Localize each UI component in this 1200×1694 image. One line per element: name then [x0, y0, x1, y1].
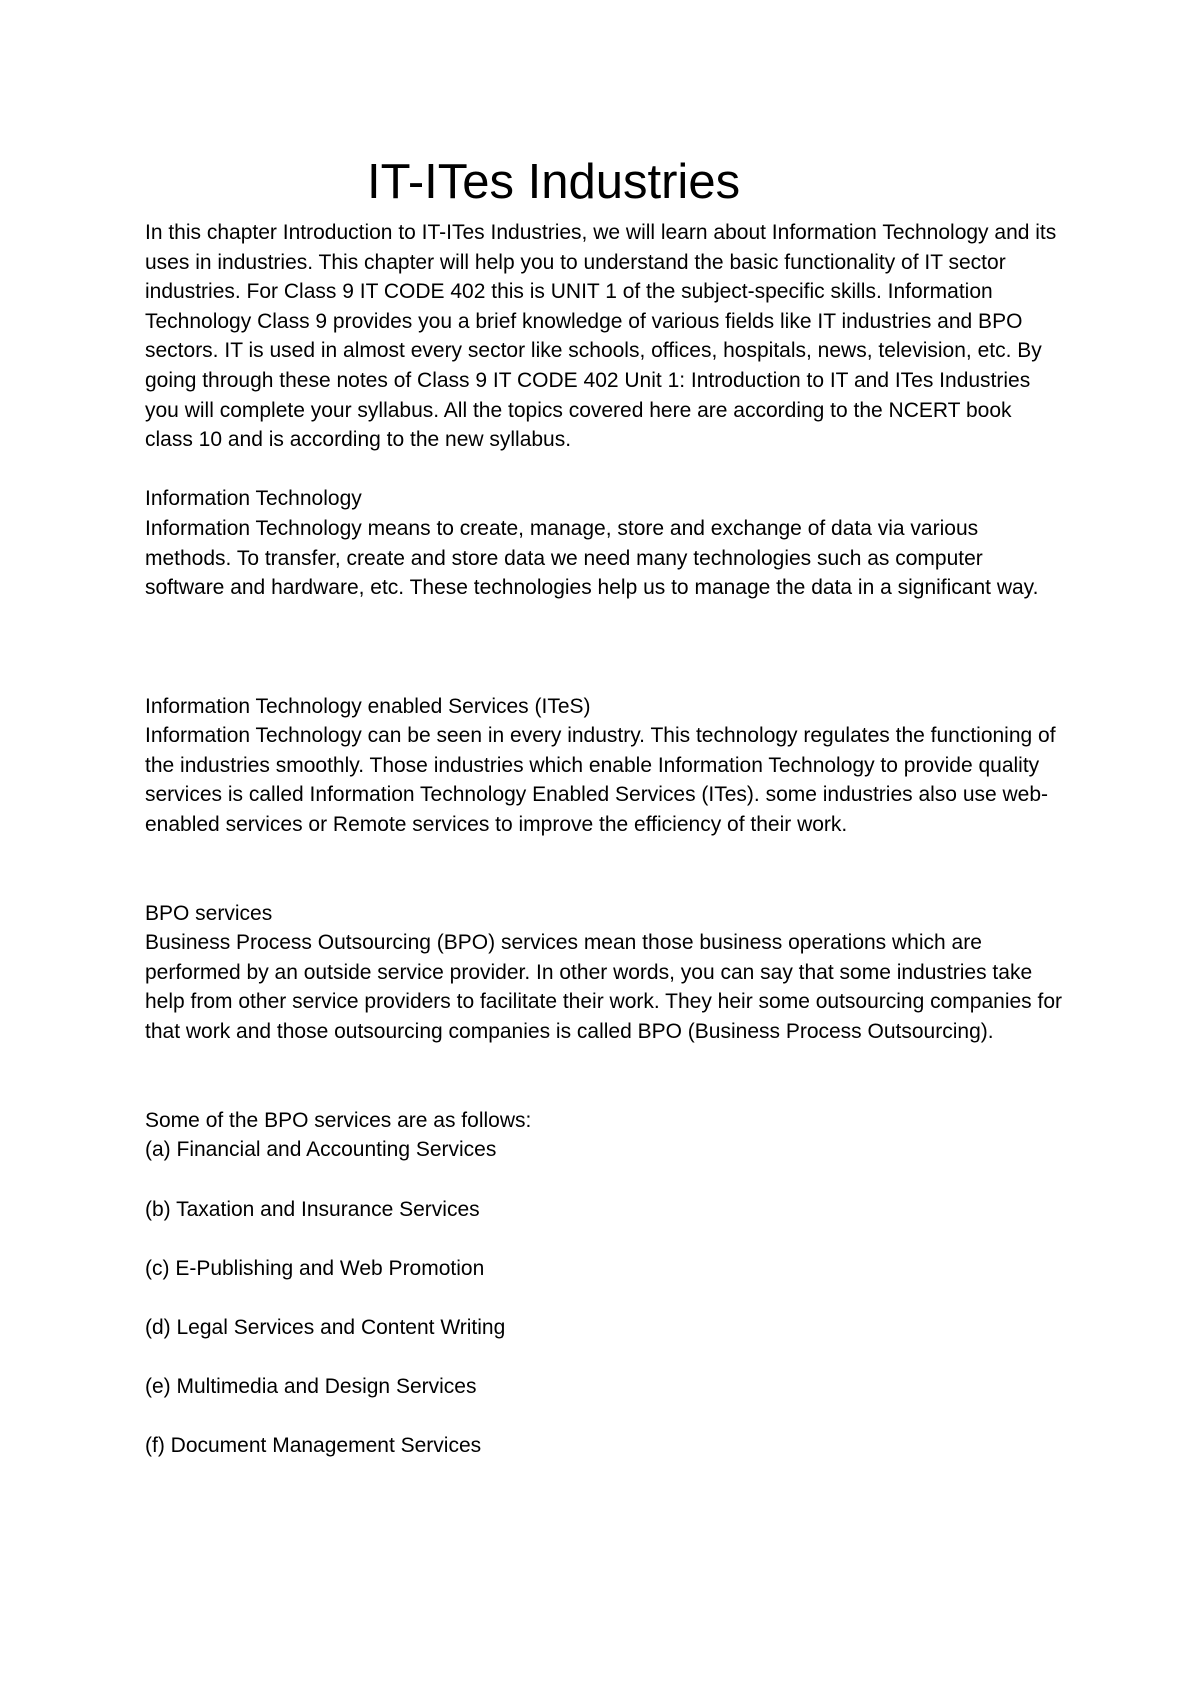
section-text-it: Information Technology means to create, manage, store and exchange of data via various methods. To transfer, create and store data we need many technologies such as computer software and hardware, etc. These technologies help us to manage the data in a significant way. — [145, 516, 1039, 600]
spacer — [145, 1047, 1065, 1106]
page-title: IT-ITes Industries — [367, 155, 741, 209]
list-item: (a) Financial and Accounting Services — [145, 1138, 497, 1162]
spacer — [145, 1343, 1065, 1373]
list-intro: Some of the BPO services are as follows: — [145, 1108, 532, 1132]
spacer — [145, 603, 1065, 692]
spacer — [145, 1402, 1065, 1432]
list-item: (d) Legal Services and Content Writing — [145, 1315, 506, 1339]
list-item: (e) Multimedia and Design Services — [145, 1375, 477, 1399]
spacer — [145, 455, 1065, 485]
section-heading-it: Information Technology — [145, 487, 362, 511]
spacer — [145, 1165, 1065, 1195]
spacer — [145, 1224, 1065, 1254]
section-heading-bpo: BPO services — [145, 901, 273, 925]
intro-paragraph: In this chapter Introduction to IT-ITes Industries, we will learn about Information Technology and its uses in industries. This chapter will help you to understand the basic functionality of IT sector industries. For Class 9 IT CODE 402 this is UNIT 1 of the subject-specific skills. Information Technology Class 9 provides you a brief knowledge of various fields like IT industries and BPO sectors. IT is used in almost every sector like schools, offices, hospitals, news, television, etc. By going through these notes of Class 9 IT CODE 402 Unit 1: Introduction to IT and ITes Industries you will complete your syllabus. All the topics covered here are according to the NCERT book class 10 and is according to the new syllabus. — [145, 221, 1057, 452]
list-item: (c) E-Publishing and Web Promotion — [145, 1256, 485, 1280]
spacer — [145, 1283, 1065, 1313]
document-body — [145, 218, 1065, 1461]
list-item: (f) Document Management Services — [145, 1434, 482, 1458]
section-text-bpo: Business Process Outsourcing (BPO) services mean those business operations which are performed by an outside service provider. In other words, you can say that some industries take help from other service providers to facilitate their work. They heir some outsourcing companies for that work and those outsourcing companies is called BPO (Business Process Outsourcing). — [145, 931, 1063, 1044]
spacer — [145, 839, 1065, 898]
section-heading-ites: Information Technology enabled Services (ITeS) — [145, 694, 591, 718]
list-item: (b) Taxation and Insurance Services — [145, 1197, 480, 1221]
section-text-ites: Information Technology can be seen in every industry. This technology regulates the functioning of the industries smoothly. Those industries which enable Information Technology to provide quality services is called Information Technology Enabled Services (ITes). some industries also use web-enabled services or Remote services to improve the efficiency of their work. — [145, 724, 1056, 836]
